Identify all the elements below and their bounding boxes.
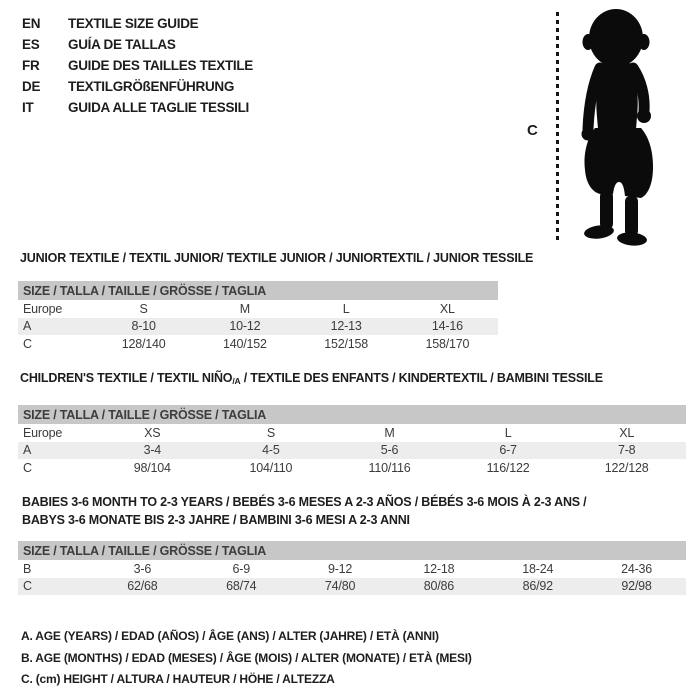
height-measure-label: C [527,122,538,139]
lang-label: GUIDE DES TAILLES TEXTILE [68,58,254,73]
lang-code: FR [22,58,40,73]
cell: 110/116 [368,460,411,475]
table-row-height [18,335,498,353]
cell: 140/152 [222,336,267,351]
title-text: / TEXTILE DES ENFANTS / KINDERTEXTIL / BAMBINI TESSILE [240,371,603,385]
cell: 8-10 [131,319,156,334]
cell: 74/80 [324,579,356,594]
section-junior-textile [18,250,534,353]
legend-line-a: A. AGE (YEARS) / EDAD (AÑOS) / ÂGE (ANS) / ALTER (JAHRE) / ETÀ (ANNI) [21,629,439,643]
cell: 18-24 [522,561,554,576]
section-children-textile [18,370,686,477]
size-header-bar: SIZE / TALLA / TAILLE / GRÖSSE / TAGLIA [18,281,498,300]
cell: 104/110 [249,460,293,475]
lang-code: DE [22,79,41,94]
row-label: C [23,579,32,594]
row-label: A [23,443,32,458]
cell: XL [439,301,455,316]
title-subscript: /A [232,376,241,386]
lang-label: TEXTILGRÖßENFÜHRUNG [68,79,235,94]
cell: 12-18 [423,561,455,576]
cell: 12-13 [330,319,362,334]
lang-code: EN [22,16,41,31]
cell: 24-36 [621,561,653,576]
toddler-silhouette-icon [566,5,668,247]
row-label: Europe [23,301,63,316]
cell: 116/122 [486,460,530,475]
children-section-title [20,370,686,390]
cell: 6-7 [499,443,517,458]
cell: 3-4 [143,443,162,458]
language-list [22,13,253,118]
cell: 14-16 [431,319,463,334]
cell: XS [144,425,161,440]
row-label: C [23,336,32,351]
cell: 68/74 [226,579,257,594]
size-header-bar: SIZE / TALLA / TAILLE / GRÖSSE / TAGLIA [18,405,686,424]
cell: 4-5 [262,443,280,458]
table-row-age [18,442,686,460]
row-label: A [23,319,32,334]
children-size-table [18,405,686,477]
cell: 98/104 [133,460,171,475]
cell: 158/170 [425,336,470,351]
title-line-1: BABIES 3-6 MONTH TO 2-3 YEARS / BEBÉS 3-6 MESES A 2-3 AÑOS / BÉBÉS 3-6 MOIS À 2-3 ANS / [22,495,587,509]
lang-label: GUIDA ALLE TAGLIE TESSILI [68,100,249,115]
cell: 152/158 [324,336,369,351]
legend-line-b: B. AGE (MONTHS) / EDAD (MESES) / ÂGE (MOIS) / ALTER (MONATE) / ETÀ (MESI) [21,650,472,665]
cell: 9-12 [327,561,353,576]
lang-row-es [22,34,253,55]
cell: S [266,425,275,440]
lang-code: ES [22,37,40,52]
cell: L [342,301,350,316]
cell: S [139,301,148,316]
cell: 6-9 [232,561,250,576]
cell: 5-6 [380,443,399,458]
cell: 122/128 [604,460,649,475]
cell: 92/98 [621,579,652,594]
legend [21,626,472,691]
cell: 3-6 [133,561,152,576]
lang-row-en [22,13,253,34]
size-header-bar: SIZE / TALLA / TAILLE / GRÖSSE / TAGLIA [18,541,686,560]
cell: M [384,425,395,440]
junior-section-title: JUNIOR TEXTILE / TEXTIL JUNIOR/ TEXTILE JUNIOR / JUNIORTEXTIL / JUNIOR TESSILE [20,251,534,265]
title-line-2: BABYS 3-6 MONATE BIS 2-3 JAHRE / BAMBINI 3-6 MESI A 2-3 ANNI [22,513,410,527]
cell: 10-12 [229,319,261,334]
row-label: B [23,561,32,576]
cell: 80/86 [423,579,455,594]
lang-row-it [22,97,253,118]
lang-label: TEXTILE SIZE GUIDE [68,16,199,31]
cell: 86/92 [522,579,553,594]
section-babies-textile [18,493,686,595]
babies-size-table [18,541,686,595]
table-row-height [18,578,686,596]
table-row-europe [18,424,686,442]
table-row-height [18,459,686,477]
table-row-age [18,318,498,336]
title-text: CHILDREN'S TEXTILE / TEXTIL NIÑO [20,371,233,385]
lang-label: GUÍA DE TALLAS [68,37,176,52]
height-dashed-line [556,12,559,244]
cell: 128/140 [121,336,166,351]
lang-row-de [22,76,253,97]
table-row-age-months [18,560,686,578]
row-label: C [23,460,32,475]
table-row-europe [18,300,498,318]
cell: L [504,425,512,440]
cell: XL [619,425,635,440]
lang-row-fr [22,55,253,76]
cell: M [239,301,250,316]
cell: 7-8 [617,443,636,458]
lang-code: IT [22,100,34,115]
junior-size-table [18,281,498,353]
babies-section-title [20,493,686,529]
legend-line-c: C. (cm) HEIGHT / ALTURA / HAUTEUR / HÖHE / ALTEZZA [21,672,335,686]
row-label: Europe [23,425,63,440]
cell: 62/68 [127,579,158,594]
